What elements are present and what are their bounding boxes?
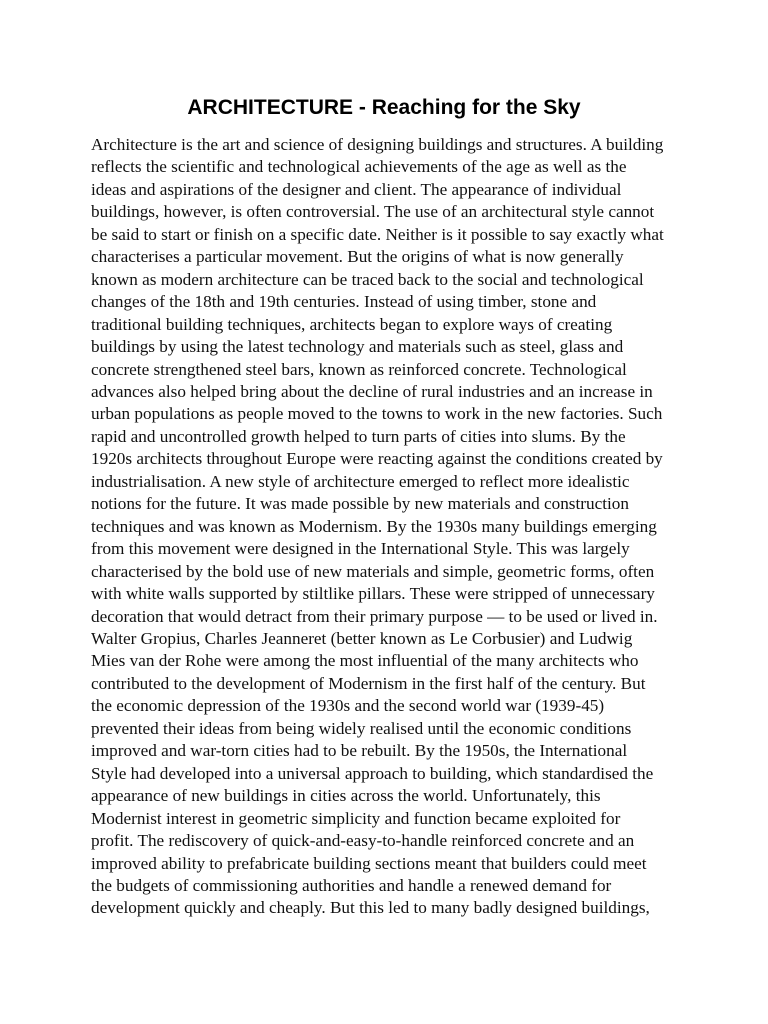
text-line: the economic depression of the 1930s and the second world war (1939-45) xyxy=(91,696,605,716)
text-line: advances also helped bring about the decline of rural industries and an increase in xyxy=(91,381,653,401)
text-line: changes of the 18th and 19th centuries. Instead of using timber, stone and xyxy=(91,292,597,312)
text-line: decoration that would detract from their primary purpose — to be used or lived in. xyxy=(91,606,658,626)
document-title: ARCHITECTURE - Reaching for the Sky xyxy=(187,96,581,119)
text-line: Style had developed into a universal approach to building, which standardised the xyxy=(91,763,654,783)
text-line: prevented their ideas from being widely realised until the economic conditions xyxy=(91,718,632,738)
text-line: traditional building techniques, architects began to explore ways of creating xyxy=(91,314,613,334)
body-paragraph xyxy=(91,134,691,920)
text-line: Mies van der Rohe were among the most influential of the many architects who xyxy=(91,651,639,671)
text-line: the budgets of commissioning authorities and handle a renewed demand for xyxy=(91,875,612,895)
text-line: industrialisation. A new style of architecture emerged to reflect more idealistic xyxy=(91,471,630,491)
text-line: from this movement were designed in the International Style. This was largely xyxy=(91,539,630,559)
text-line: be said to start or finish on a specific date. Neither is it possible to say exactly what xyxy=(91,224,664,244)
text-line: improved and war-torn cities had to be rebuilt. By the 1950s, the International xyxy=(91,741,628,761)
text-line: 1920s architects throughout Europe were reacting against the conditions created by xyxy=(91,449,663,469)
text-line: appearance of new buildings in cities across the world. Unfortunately, this xyxy=(91,786,601,806)
text-line: techniques and was known as Modernism. By the 1930s many buildings emerging xyxy=(91,516,657,536)
text-line: characterised by the bold use of new materials and simple, geometric forms, often xyxy=(91,561,655,581)
text-line: known as modern architecture can be traced back to the social and technological xyxy=(91,269,644,289)
text-line: improved ability to prefabricate building sections meant that builders could meet xyxy=(91,853,647,873)
text-line: concrete strengthened steel bars, known as reinforced concrete. Technological xyxy=(91,359,627,379)
text-line: Modernist interest in geometric simplicity and function became exploited for xyxy=(91,808,621,828)
text-line: Architecture is the art and science of designing buildings and structures. A building xyxy=(91,135,664,154)
text-line: buildings by using the latest technology and materials such as steel, glass and xyxy=(91,337,624,357)
text-line: development quickly and cheaply. But this led to many badly designed buildings, xyxy=(91,898,650,918)
text-line: profit. The rediscovery of quick-and-easy-to-handle reinforced concrete and an xyxy=(91,831,635,851)
text-line: reflects the scientific and technological achievements of the age as well as the xyxy=(91,157,627,177)
text-line: characterises a particular movement. But the origins of what is now generally xyxy=(91,247,624,267)
text-line: with white walls supported by stiltlike pillars. These were stripped of unnecessary xyxy=(91,584,655,604)
text-line: notions for the future. It was made possible by new materials and construction xyxy=(91,494,629,514)
text-line: ideas and aspirations of the designer and client. The appearance of individual xyxy=(91,179,622,199)
text-line: urban populations as people moved to the towns to work in the new factories. Such xyxy=(91,404,663,424)
text-line: buildings, however, is often controversial. The use of an architectural style cannot xyxy=(91,202,655,222)
text-line: rapid and uncontrolled growth helped to turn parts of cities into slums. By the xyxy=(91,426,626,446)
text-line: Walter Gropius, Charles Jeanneret (better known as Le Corbusier) and Ludwig xyxy=(91,628,633,648)
text-line: contributed to the development of Modernism in the first half of the century. But xyxy=(91,673,646,693)
